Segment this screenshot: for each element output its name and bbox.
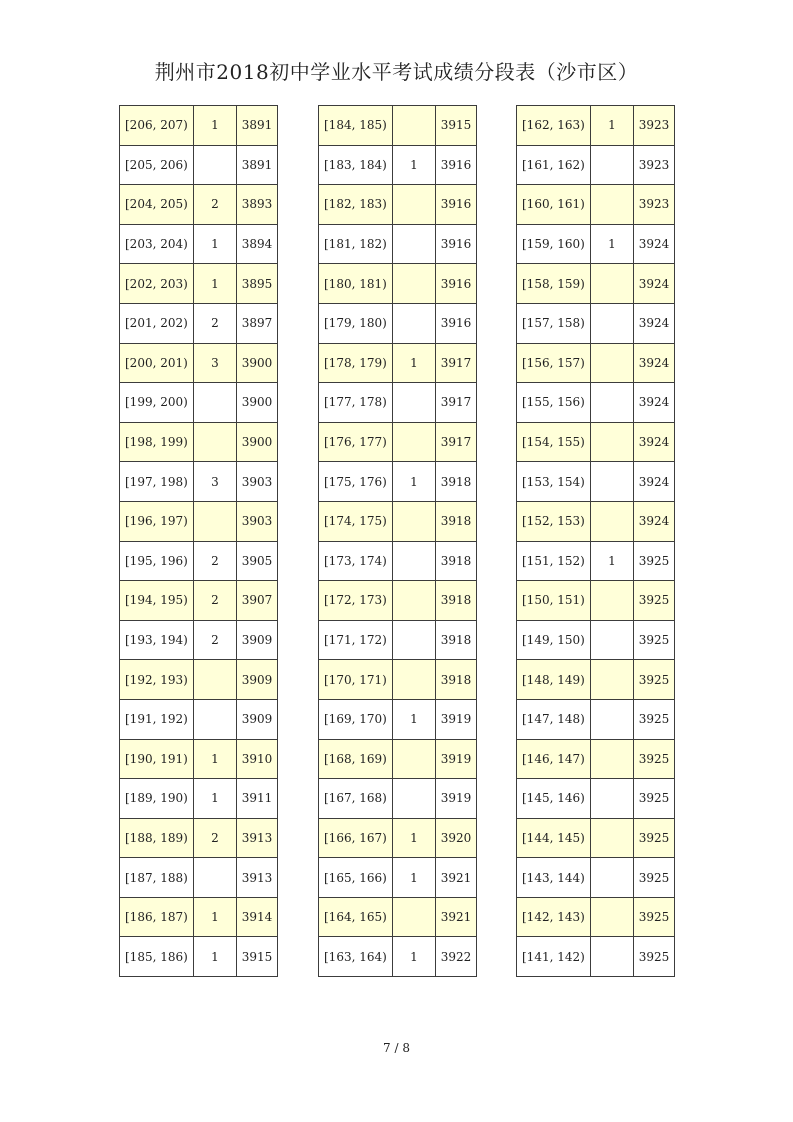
score-range-cell: [153, 154) bbox=[517, 462, 591, 502]
count-cell bbox=[591, 699, 634, 739]
table-row bbox=[517, 660, 675, 700]
count-cell bbox=[591, 303, 634, 343]
count-cell: 2 bbox=[194, 620, 237, 660]
cumulative-cell: 3919 bbox=[436, 699, 477, 739]
cumulative-cell: 3914 bbox=[237, 897, 278, 937]
count-cell bbox=[393, 660, 436, 700]
cumulative-cell: 3924 bbox=[634, 264, 675, 304]
count-cell bbox=[393, 422, 436, 462]
table-row bbox=[319, 501, 477, 541]
table-row bbox=[517, 501, 675, 541]
score-range-cell: [146, 147) bbox=[517, 739, 591, 779]
count-cell: 2 bbox=[194, 581, 237, 621]
cumulative-cell: 3916 bbox=[436, 224, 477, 264]
score-range-cell: [183, 184) bbox=[319, 145, 393, 185]
score-range-cell: [147, 148) bbox=[517, 699, 591, 739]
cumulative-cell: 3903 bbox=[237, 462, 278, 502]
score-range-cell: [150, 151) bbox=[517, 581, 591, 621]
cumulative-cell: 3921 bbox=[436, 897, 477, 937]
table-row bbox=[319, 897, 477, 937]
cumulative-cell: 3891 bbox=[237, 145, 278, 185]
table-row bbox=[319, 620, 477, 660]
score-range-cell: [186, 187) bbox=[120, 897, 194, 937]
table-row bbox=[517, 106, 675, 146]
table-row bbox=[319, 581, 477, 621]
count-cell: 1 bbox=[591, 541, 634, 581]
score-range-cell: [152, 153) bbox=[517, 501, 591, 541]
count-cell bbox=[591, 343, 634, 383]
score-range-cell: [174, 175) bbox=[319, 501, 393, 541]
score-range-cell: [189, 190) bbox=[120, 779, 194, 819]
cumulative-cell: 3917 bbox=[436, 383, 477, 423]
score-range-cell: [182, 183) bbox=[319, 185, 393, 225]
table-row bbox=[517, 185, 675, 225]
score-range-cell: [197, 198) bbox=[120, 462, 194, 502]
table-row bbox=[120, 620, 278, 660]
score-range-cell: [178, 179) bbox=[319, 343, 393, 383]
table-row bbox=[517, 422, 675, 462]
count-cell bbox=[194, 858, 237, 898]
count-cell bbox=[591, 145, 634, 185]
count-cell: 1 bbox=[194, 937, 237, 977]
count-cell: 1 bbox=[393, 145, 436, 185]
table-row bbox=[517, 620, 675, 660]
score-range-cell: [148, 149) bbox=[517, 660, 591, 700]
score-range-cell: [156, 157) bbox=[517, 343, 591, 383]
table-row bbox=[319, 185, 477, 225]
cumulative-cell: 3923 bbox=[634, 106, 675, 146]
cumulative-cell: 3924 bbox=[634, 383, 675, 423]
score-range-cell: [154, 155) bbox=[517, 422, 591, 462]
table-row bbox=[120, 937, 278, 977]
cumulative-cell: 3905 bbox=[237, 541, 278, 581]
cumulative-cell: 3925 bbox=[634, 660, 675, 700]
score-range-cell: [166, 167) bbox=[319, 818, 393, 858]
count-cell bbox=[194, 501, 237, 541]
table-row bbox=[517, 581, 675, 621]
count-cell: 1 bbox=[393, 699, 436, 739]
score-range-cell: [143, 144) bbox=[517, 858, 591, 898]
count-cell: 3 bbox=[194, 343, 237, 383]
table-row bbox=[120, 699, 278, 739]
cumulative-cell: 3924 bbox=[634, 501, 675, 541]
table-row bbox=[517, 224, 675, 264]
table-row bbox=[319, 699, 477, 739]
table-row bbox=[517, 779, 675, 819]
score-range-cell: [170, 171) bbox=[319, 660, 393, 700]
cumulative-cell: 3924 bbox=[634, 343, 675, 383]
score-range-cell: [145, 146) bbox=[517, 779, 591, 819]
cumulative-cell: 3924 bbox=[634, 462, 675, 502]
table-row bbox=[517, 462, 675, 502]
cumulative-cell: 3897 bbox=[237, 303, 278, 343]
count-cell bbox=[591, 858, 634, 898]
cumulative-cell: 3925 bbox=[634, 779, 675, 819]
score-range-cell: [193, 194) bbox=[120, 620, 194, 660]
cumulative-cell: 3925 bbox=[634, 739, 675, 779]
count-cell bbox=[591, 937, 634, 977]
count-cell: 2 bbox=[194, 818, 237, 858]
score-range-cell: [181, 182) bbox=[319, 224, 393, 264]
table-row bbox=[319, 303, 477, 343]
score-range-cell: [169, 170) bbox=[319, 699, 393, 739]
cumulative-cell: 3910 bbox=[237, 739, 278, 779]
score-range-cell: [206, 207) bbox=[120, 106, 194, 146]
cumulative-cell: 3923 bbox=[634, 185, 675, 225]
cumulative-cell: 3925 bbox=[634, 541, 675, 581]
cumulative-cell: 3895 bbox=[237, 264, 278, 304]
table-row bbox=[120, 185, 278, 225]
cumulative-cell: 3918 bbox=[436, 501, 477, 541]
cumulative-cell: 3919 bbox=[436, 779, 477, 819]
count-cell: 1 bbox=[194, 779, 237, 819]
table-row bbox=[319, 145, 477, 185]
cumulative-cell: 3925 bbox=[634, 620, 675, 660]
score-range-cell: [188, 189) bbox=[120, 818, 194, 858]
score-range-cell: [196, 197) bbox=[120, 501, 194, 541]
table-row bbox=[517, 541, 675, 581]
cumulative-cell: 3894 bbox=[237, 224, 278, 264]
count-cell bbox=[194, 383, 237, 423]
cumulative-cell: 3925 bbox=[634, 937, 675, 977]
score-range-cell: [200, 201) bbox=[120, 343, 194, 383]
count-cell bbox=[591, 383, 634, 423]
count-cell: 1 bbox=[393, 818, 436, 858]
table-row bbox=[120, 422, 278, 462]
table-row bbox=[517, 858, 675, 898]
cumulative-cell: 3913 bbox=[237, 818, 278, 858]
cumulative-cell: 3900 bbox=[237, 383, 278, 423]
count-cell bbox=[393, 224, 436, 264]
count-cell bbox=[591, 185, 634, 225]
score-range-cell: [205, 206) bbox=[120, 145, 194, 185]
score-range-cell: [158, 159) bbox=[517, 264, 591, 304]
count-cell: 3 bbox=[194, 462, 237, 502]
cumulative-cell: 3900 bbox=[237, 422, 278, 462]
table-row bbox=[517, 897, 675, 937]
table-row bbox=[120, 383, 278, 423]
score-range-cell: [167, 168) bbox=[319, 779, 393, 819]
count-cell: 2 bbox=[194, 185, 237, 225]
table-row bbox=[120, 660, 278, 700]
table-row bbox=[120, 581, 278, 621]
count-cell: 1 bbox=[194, 264, 237, 304]
count-cell: 2 bbox=[194, 303, 237, 343]
cumulative-cell: 3915 bbox=[436, 106, 477, 146]
count-cell bbox=[591, 620, 634, 660]
count-cell bbox=[393, 264, 436, 304]
count-cell bbox=[194, 422, 237, 462]
count-cell bbox=[591, 581, 634, 621]
count-cell bbox=[591, 422, 634, 462]
table-row bbox=[517, 818, 675, 858]
table-row bbox=[517, 264, 675, 304]
score-table-3 bbox=[516, 105, 675, 977]
score-range-cell: [203, 204) bbox=[120, 224, 194, 264]
table-row bbox=[120, 739, 278, 779]
table-row bbox=[120, 224, 278, 264]
table-row bbox=[319, 422, 477, 462]
cumulative-cell: 3903 bbox=[237, 501, 278, 541]
cumulative-cell: 3893 bbox=[237, 185, 278, 225]
score-range-cell: [184, 185) bbox=[319, 106, 393, 146]
table-row bbox=[319, 779, 477, 819]
count-cell: 1 bbox=[194, 739, 237, 779]
cumulative-cell: 3919 bbox=[436, 739, 477, 779]
count-cell bbox=[393, 897, 436, 937]
cumulative-cell: 3918 bbox=[436, 581, 477, 621]
score-range-cell: [191, 192) bbox=[120, 699, 194, 739]
score-range-cell: [162, 163) bbox=[517, 106, 591, 146]
table-row bbox=[517, 699, 675, 739]
score-range-cell: [190, 191) bbox=[120, 739, 194, 779]
count-cell: 2 bbox=[194, 541, 237, 581]
count-cell bbox=[194, 660, 237, 700]
score-range-cell: [161, 162) bbox=[517, 145, 591, 185]
table-row bbox=[120, 897, 278, 937]
score-range-cell: [163, 164) bbox=[319, 937, 393, 977]
cumulative-cell: 3918 bbox=[436, 541, 477, 581]
score-range-cell: [204, 205) bbox=[120, 185, 194, 225]
table-row bbox=[319, 937, 477, 977]
score-range-cell: [176, 177) bbox=[319, 422, 393, 462]
cumulative-cell: 3915 bbox=[237, 937, 278, 977]
table-row bbox=[120, 264, 278, 304]
score-range-cell: [157, 158) bbox=[517, 303, 591, 343]
page-number: 7 / 8 bbox=[383, 1041, 410, 1055]
count-cell bbox=[591, 779, 634, 819]
table-row bbox=[120, 303, 278, 343]
count-cell bbox=[591, 660, 634, 700]
cumulative-cell: 3918 bbox=[436, 660, 477, 700]
table-row bbox=[319, 660, 477, 700]
cumulative-cell: 3925 bbox=[634, 818, 675, 858]
count-cell bbox=[393, 383, 436, 423]
score-range-cell: [164, 165) bbox=[319, 897, 393, 937]
page-title: 荆州市2018初中学业水平考试成绩分段表（沙市区） bbox=[154, 60, 639, 84]
score-range-cell: [142, 143) bbox=[517, 897, 591, 937]
score-range-cell: [195, 196) bbox=[120, 541, 194, 581]
table-row bbox=[517, 937, 675, 977]
score-range-cell: [198, 199) bbox=[120, 422, 194, 462]
count-cell: 1 bbox=[194, 106, 237, 146]
score-range-cell: [185, 186) bbox=[120, 937, 194, 977]
cumulative-cell: 3911 bbox=[237, 779, 278, 819]
cumulative-cell: 3909 bbox=[237, 699, 278, 739]
score-range-cell: [192, 193) bbox=[120, 660, 194, 700]
count-cell: 1 bbox=[194, 224, 237, 264]
score-range-cell: [160, 161) bbox=[517, 185, 591, 225]
score-range-cell: [141, 142) bbox=[517, 937, 591, 977]
score-range-cell: [151, 152) bbox=[517, 541, 591, 581]
table-row bbox=[517, 303, 675, 343]
score-range-cell: [165, 166) bbox=[319, 858, 393, 898]
cumulative-cell: 3923 bbox=[634, 145, 675, 185]
count-cell bbox=[393, 739, 436, 779]
score-range-cell: [172, 173) bbox=[319, 581, 393, 621]
score-range-cell: [187, 188) bbox=[120, 858, 194, 898]
score-range-cell: [159, 160) bbox=[517, 224, 591, 264]
cumulative-cell: 3917 bbox=[436, 422, 477, 462]
score-range-cell: [201, 202) bbox=[120, 303, 194, 343]
count-cell: 1 bbox=[393, 858, 436, 898]
cumulative-cell: 3900 bbox=[237, 343, 278, 383]
cumulative-cell: 3922 bbox=[436, 937, 477, 977]
table-row bbox=[319, 541, 477, 581]
table-row bbox=[319, 462, 477, 502]
score-range-cell: [175, 176) bbox=[319, 462, 393, 502]
count-cell bbox=[393, 501, 436, 541]
table-row bbox=[120, 501, 278, 541]
score-table-1 bbox=[119, 105, 278, 977]
table-row bbox=[120, 818, 278, 858]
table-row bbox=[120, 541, 278, 581]
score-range-cell: [173, 174) bbox=[319, 541, 393, 581]
cumulative-cell: 3918 bbox=[436, 462, 477, 502]
table-row bbox=[120, 858, 278, 898]
count-cell: 1 bbox=[393, 343, 436, 383]
count-cell bbox=[591, 818, 634, 858]
count-cell bbox=[591, 897, 634, 937]
count-cell bbox=[194, 699, 237, 739]
table-row bbox=[319, 383, 477, 423]
table-row bbox=[319, 858, 477, 898]
count-cell bbox=[194, 145, 237, 185]
table-row bbox=[120, 343, 278, 383]
cumulative-cell: 3925 bbox=[634, 858, 675, 898]
cumulative-cell: 3925 bbox=[634, 897, 675, 937]
cumulative-cell: 3916 bbox=[436, 303, 477, 343]
count-cell bbox=[591, 264, 634, 304]
cumulative-cell: 3916 bbox=[436, 145, 477, 185]
cumulative-cell: 3891 bbox=[237, 106, 278, 146]
count-cell bbox=[393, 581, 436, 621]
cumulative-cell: 3916 bbox=[436, 185, 477, 225]
cumulative-cell: 3924 bbox=[634, 224, 675, 264]
count-cell: 1 bbox=[194, 897, 237, 937]
count-cell bbox=[393, 185, 436, 225]
table-row bbox=[319, 264, 477, 304]
cumulative-cell: 3924 bbox=[634, 422, 675, 462]
count-cell bbox=[591, 462, 634, 502]
table-row bbox=[319, 343, 477, 383]
score-range-cell: [149, 150) bbox=[517, 620, 591, 660]
cumulative-cell: 3920 bbox=[436, 818, 477, 858]
cumulative-cell: 3909 bbox=[237, 660, 278, 700]
cumulative-cell: 3925 bbox=[634, 699, 675, 739]
table-row bbox=[319, 739, 477, 779]
table-row bbox=[517, 739, 675, 779]
score-range-cell: [168, 169) bbox=[319, 739, 393, 779]
table-row bbox=[517, 383, 675, 423]
cumulative-cell: 3907 bbox=[237, 581, 278, 621]
score-range-cell: [199, 200) bbox=[120, 383, 194, 423]
table-row bbox=[319, 106, 477, 146]
table-row bbox=[120, 106, 278, 146]
score-range-cell: [177, 178) bbox=[319, 383, 393, 423]
score-range-cell: [179, 180) bbox=[319, 303, 393, 343]
cumulative-cell: 3909 bbox=[237, 620, 278, 660]
score-table-2 bbox=[318, 105, 477, 977]
table-row bbox=[319, 224, 477, 264]
score-range-cell: [171, 172) bbox=[319, 620, 393, 660]
score-range-cell: [155, 156) bbox=[517, 383, 591, 423]
score-range-cell: [194, 195) bbox=[120, 581, 194, 621]
count-cell: 1 bbox=[591, 106, 634, 146]
count-cell: 1 bbox=[591, 224, 634, 264]
count-cell bbox=[393, 779, 436, 819]
cumulative-cell: 3925 bbox=[634, 581, 675, 621]
cumulative-cell: 3921 bbox=[436, 858, 477, 898]
cumulative-cell: 3913 bbox=[237, 858, 278, 898]
count-cell: 1 bbox=[393, 462, 436, 502]
table-row bbox=[517, 343, 675, 383]
table-row bbox=[319, 818, 477, 858]
count-cell bbox=[393, 303, 436, 343]
count-cell bbox=[591, 501, 634, 541]
count-cell bbox=[393, 541, 436, 581]
count-cell bbox=[393, 106, 436, 146]
cumulative-cell: 3916 bbox=[436, 264, 477, 304]
count-cell bbox=[393, 620, 436, 660]
score-range-cell: [144, 145) bbox=[517, 818, 591, 858]
count-cell: 1 bbox=[393, 937, 436, 977]
table-row bbox=[517, 145, 675, 185]
score-range-cell: [180, 181) bbox=[319, 264, 393, 304]
table-row bbox=[120, 779, 278, 819]
cumulative-cell: 3917 bbox=[436, 343, 477, 383]
count-cell bbox=[591, 739, 634, 779]
cumulative-cell: 3924 bbox=[634, 303, 675, 343]
cumulative-cell: 3918 bbox=[436, 620, 477, 660]
score-range-cell: [202, 203) bbox=[120, 264, 194, 304]
table-row bbox=[120, 145, 278, 185]
table-row bbox=[120, 462, 278, 502]
